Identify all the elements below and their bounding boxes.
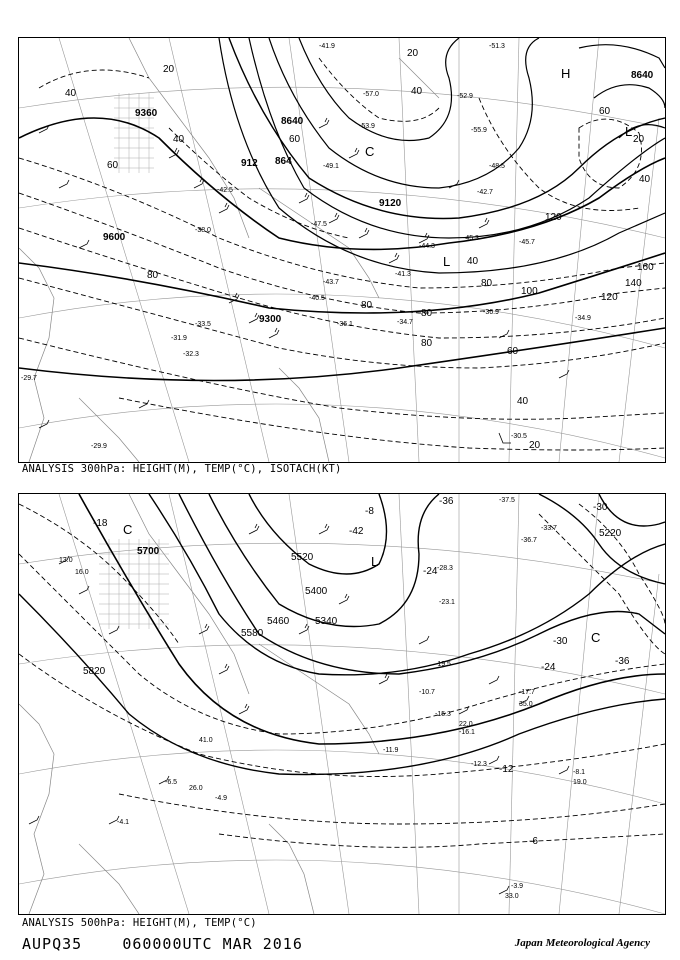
- agency-name: Japan Meteorological Agency: [514, 937, 650, 949]
- isotherm-label: -24: [541, 662, 556, 673]
- station-value: 26.0: [189, 785, 203, 792]
- isotach-label: 40: [639, 174, 651, 185]
- height-label: 5520: [291, 552, 314, 563]
- station-value: -57.0: [363, 91, 379, 98]
- height-label: 8640: [281, 116, 304, 127]
- height-label: 912: [241, 158, 258, 169]
- station-value: -30.5: [511, 433, 527, 440]
- station-value: -12.3: [471, 761, 487, 768]
- station-value: -11.9: [383, 747, 399, 754]
- station-value: -41.9: [319, 43, 335, 50]
- isotach-label: 60: [507, 346, 519, 357]
- station-value: -34.7: [397, 319, 413, 326]
- isotach-label: 40: [173, 134, 185, 145]
- station-value: -52.9: [457, 93, 473, 100]
- isotach-label: 60: [289, 134, 301, 145]
- station-value: -10.7: [419, 689, 435, 696]
- map-300hpa-canvas: [19, 38, 665, 462]
- height-label: 5580: [241, 628, 264, 639]
- isotherm-label: -30: [593, 502, 608, 513]
- station-value: -19.5: [435, 661, 451, 668]
- terrain-hatch: [114, 93, 154, 173]
- station-value: -34.9: [575, 315, 591, 322]
- isotherm-label: -36: [439, 496, 454, 507]
- cold-center-marker: C: [123, 522, 133, 537]
- station-value: -40.5: [309, 295, 325, 302]
- station-value: -36.7: [521, 537, 537, 544]
- station-value: -3.9: [511, 883, 524, 890]
- station-value: -43.7: [323, 279, 339, 286]
- isotach-label: 40: [467, 256, 479, 267]
- station-value: -31.9: [171, 335, 187, 342]
- isotach-label: 80: [421, 338, 433, 349]
- station-value: 22.0: [459, 721, 473, 728]
- height-label: 5460: [267, 616, 290, 627]
- station-value: 19.0: [573, 779, 587, 786]
- isotach-label: 40: [411, 86, 423, 97]
- height-label: 5220: [599, 528, 622, 539]
- station-value: -48.5: [489, 163, 505, 170]
- isotach-label: 40: [65, 88, 77, 99]
- isotach-label: 160: [637, 262, 654, 273]
- station-value: -44.3: [419, 243, 435, 250]
- height-contours: [19, 38, 665, 381]
- station-value: -45.7: [519, 239, 535, 246]
- caption-500hpa: ANALYSIS 500hPa: HEIGHT(M), TEMP(°C): [22, 917, 257, 929]
- low-center-marker: L: [371, 554, 379, 569]
- station-value: -47.5: [311, 221, 327, 228]
- chart-identifier: [22, 935, 303, 953]
- station-value: -41.3: [395, 271, 411, 278]
- isotach-label: 100: [521, 286, 538, 297]
- isotachs: [19, 58, 665, 450]
- station-value: 41.0: [199, 737, 213, 744]
- low-center-marker: L: [443, 254, 451, 269]
- cold-center-marker: C: [591, 630, 601, 645]
- isotherm-label: -30: [553, 636, 568, 647]
- station-value: -15.3: [435, 711, 451, 718]
- height-label: 9120: [379, 198, 402, 209]
- station-value: -36.9: [483, 309, 499, 316]
- station-value: -53.9: [359, 123, 375, 130]
- caption-300hpa: ANALYSIS 300hPa: HEIGHT(M), TEMP(°C), ISOTACH(KT): [22, 463, 342, 475]
- station-value: 35.0: [519, 701, 533, 708]
- height-label: 8640: [631, 70, 654, 81]
- station-value: 33.0: [505, 893, 519, 900]
- station-value: -8.1: [573, 769, 586, 776]
- isotherms: [19, 504, 665, 847]
- isotach-label: 80: [481, 278, 493, 289]
- isotherm-label: -18: [93, 518, 108, 529]
- isotach-label: 120: [545, 212, 562, 223]
- station-value: 13.0: [59, 557, 73, 564]
- station-value: -33.5: [195, 321, 211, 328]
- isotach-label: 140: [625, 278, 642, 289]
- valid-time: 060000UTC MAR 2016: [122, 935, 303, 953]
- station-value: 16.0: [75, 569, 89, 576]
- height-label: 9360: [135, 108, 158, 119]
- isotach-label: 120: [601, 292, 618, 303]
- isotherm-label: -8: [365, 506, 374, 517]
- station-value: -17.7: [519, 689, 535, 696]
- station-value: -38.0: [195, 227, 211, 234]
- wind-barbs: [29, 524, 569, 894]
- isotach-label: 80: [421, 308, 433, 319]
- isotach-label: 20: [407, 48, 419, 59]
- isotach-label: 60: [107, 160, 119, 171]
- station-value: -55.9: [471, 127, 487, 134]
- height-label: 5700: [137, 546, 160, 557]
- isotherm-label: -12: [499, 764, 514, 775]
- low-center-marker: L: [625, 124, 633, 139]
- isotach-label: 80: [147, 270, 159, 281]
- chart-code: AUPQ35: [22, 935, 83, 953]
- height-labels: [83, 528, 622, 677]
- high-center-marker: H: [561, 66, 571, 81]
- station-value: -4.9: [215, 795, 228, 802]
- station-observations: [21, 43, 591, 450]
- station-value: -45.3: [463, 235, 479, 242]
- isotach-label: 40: [517, 396, 529, 407]
- station-value: -29.7: [21, 375, 37, 382]
- height-label: 9600: [103, 232, 126, 243]
- isotach-label: 60: [599, 106, 611, 117]
- isotach-label: 80: [361, 300, 373, 311]
- height-label: 864: [275, 156, 292, 167]
- isotach-label: 20: [633, 134, 645, 145]
- map-500hpa-canvas: [19, 494, 665, 914]
- station-value: -36.1: [337, 321, 353, 328]
- station-value: -42.7: [477, 189, 493, 196]
- station-value: -37.5: [499, 497, 515, 504]
- station-value: -49.1: [323, 163, 339, 170]
- station-value: -29.9: [91, 443, 107, 450]
- isotherm-label: -36: [615, 656, 630, 667]
- station-value: -23.1: [439, 599, 455, 606]
- coastline: [19, 494, 379, 914]
- height-label: 5400: [305, 586, 328, 597]
- station-value: -16.1: [459, 729, 475, 736]
- graticule: [19, 494, 665, 914]
- height-label: 5340: [315, 616, 338, 627]
- height-label: 9300: [259, 314, 282, 325]
- map-500hpa: [18, 493, 666, 915]
- station-value: -4.1: [117, 819, 130, 826]
- cold-center-marker: C: [365, 144, 375, 159]
- isotherm-label: -6: [529, 836, 538, 847]
- station-value: -42.5: [217, 187, 233, 194]
- station-value: -33.7: [541, 525, 557, 532]
- height-label: 5820: [83, 666, 106, 677]
- station-value: -32.3: [183, 351, 199, 358]
- isotach-label: 20: [163, 64, 175, 75]
- station-value: -6.5: [165, 779, 178, 786]
- isotherm-label: -24: [423, 566, 438, 577]
- graticule: [19, 38, 665, 462]
- isotherm-label: -42: [349, 526, 364, 537]
- map-300hpa: [18, 37, 666, 463]
- station-value: -51.3: [489, 43, 505, 50]
- height-contours: [19, 494, 665, 775]
- station-value: -28.3: [437, 565, 453, 572]
- isotach-label: 20: [529, 440, 541, 451]
